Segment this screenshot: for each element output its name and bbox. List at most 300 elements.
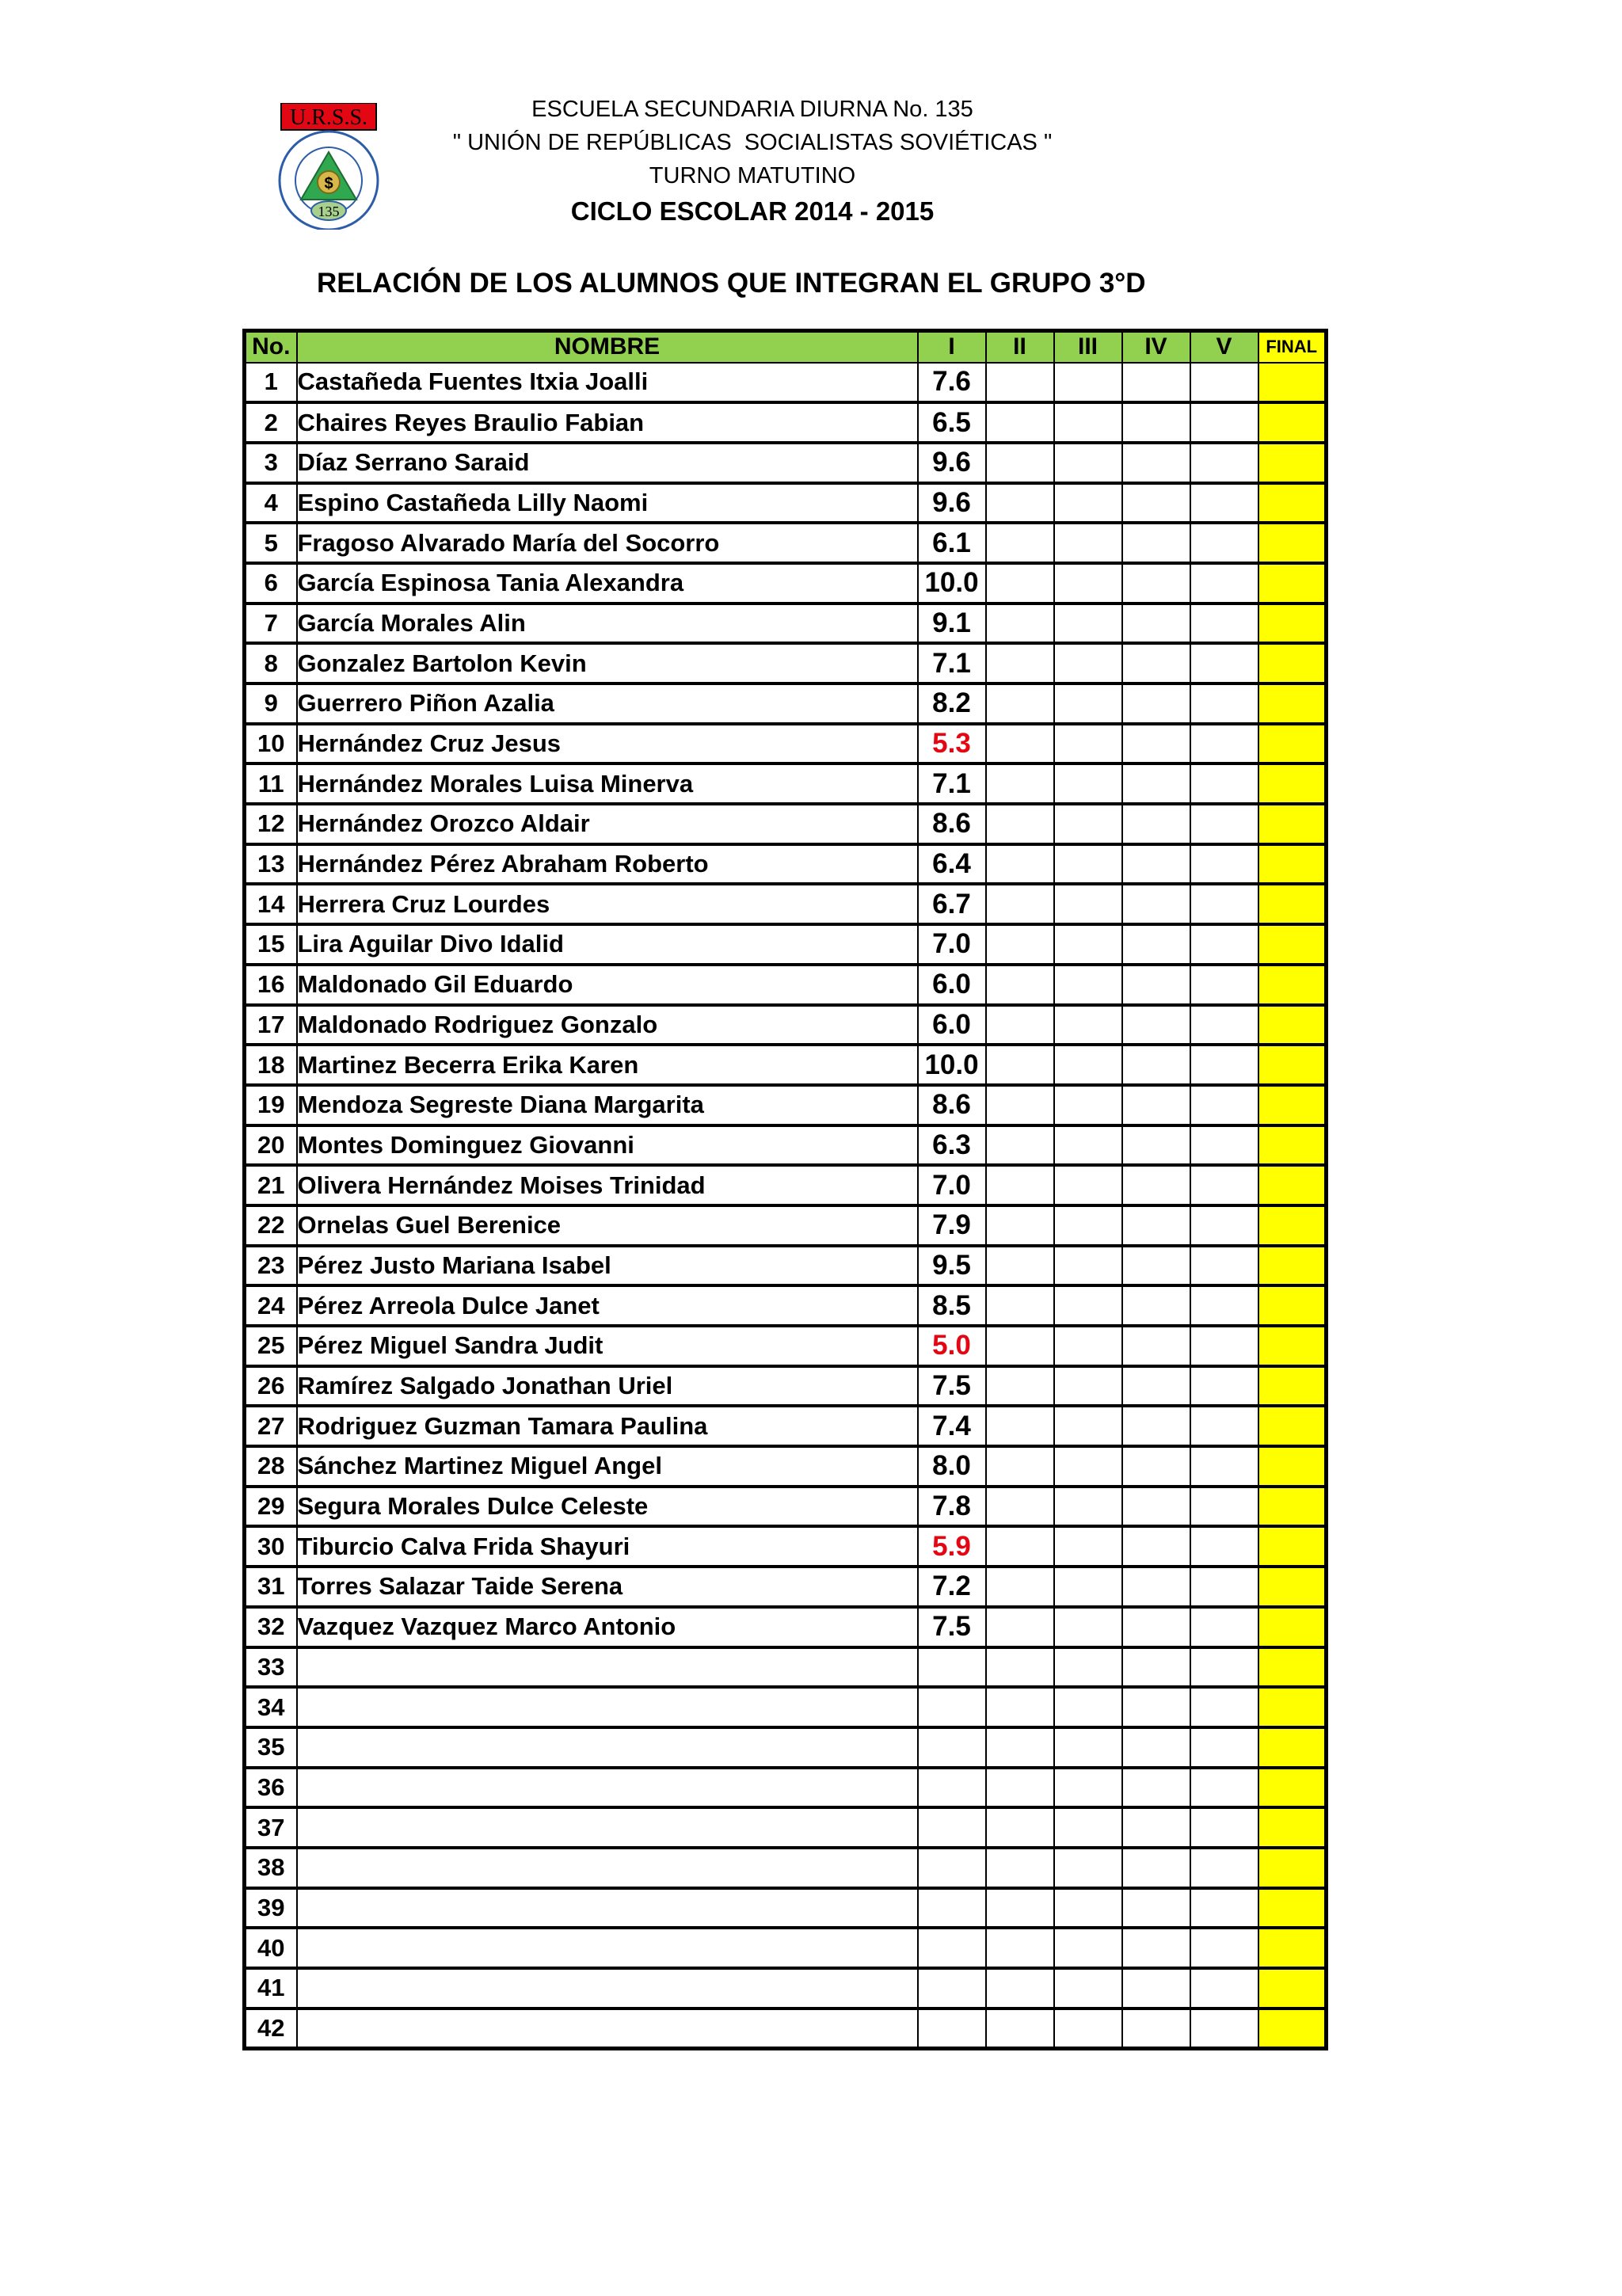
row-number: 26 [245,1366,297,1407]
grade-period-4 [1122,924,1190,965]
grade-period-4 [1122,443,1190,483]
grade-period-4 [1122,1768,1190,1808]
grade-final [1258,924,1327,965]
row-number: 4 [245,483,297,524]
grade-period-5 [1190,1928,1258,1968]
table-row [245,1807,1327,1848]
student-name: García Morales Alin [297,604,918,644]
grade-final [1258,1487,1327,1527]
logo-symbol: $ [324,175,333,192]
grade-period-3 [1054,563,1122,604]
school-year: CICLO ESCOLAR 2014 - 2015 [570,196,935,226]
row-number: 29 [245,1487,297,1527]
grade-period-3 [1054,804,1122,844]
grade-period-2 [986,1888,1054,1929]
table-row [245,763,1327,804]
grade-period-5 [1190,1005,1258,1045]
row-number: 23 [245,1246,297,1286]
grade-final [1258,483,1327,524]
grade-final [1258,563,1327,604]
row-number: 3 [245,443,297,483]
table-row [245,1487,1327,1527]
grade-period-5 [1190,1366,1258,1407]
grade-period-2 [986,1768,1054,1808]
grade-period-1: 9.1 [918,604,986,644]
table-row [245,965,1327,1005]
grade-period-4 [1122,1567,1190,1607]
grade-period-2 [986,763,1054,804]
grade-period-2 [986,643,1054,683]
grade-period-4 [1122,604,1190,644]
grade-final [1258,1326,1327,1366]
grade-period-5 [1190,884,1258,924]
grade-period-4 [1122,402,1190,443]
table-row [245,724,1327,764]
grade-period-5 [1190,523,1258,563]
grade-period-2 [986,1125,1054,1166]
grade-period-2 [986,1727,1054,1768]
grade-final [1258,1246,1327,1286]
grade-period-1 [918,1768,986,1808]
table-row [245,1205,1327,1246]
student-name: Herrera Cruz Lourdes [297,884,918,924]
table-row [245,1607,1327,1647]
grade-period-2 [986,523,1054,563]
header-period-5: V [1190,331,1258,363]
student-name [297,1807,918,1848]
grade-final [1258,1768,1327,1808]
grade-period-1: 7.4 [918,1406,986,1446]
grade-final [1258,1526,1327,1567]
row-number: 15 [245,924,297,965]
row-number: 1 [245,363,297,403]
table-row [245,1406,1327,1446]
table-row [245,1045,1327,1085]
grade-period-4 [1122,1487,1190,1527]
student-name: Tiburcio Calva Frida Shayuri [297,1526,918,1567]
student-name: Segura Morales Dulce Celeste [297,1487,918,1527]
row-number: 36 [245,1768,297,1808]
grade-period-1 [918,1727,986,1768]
grade-period-4 [1122,1125,1190,1166]
row-number: 38 [245,1848,297,1888]
grade-period-1 [918,1968,986,2009]
grade-period-3 [1054,363,1122,403]
grade-period-4 [1122,1807,1190,1848]
grade-final [1258,884,1327,924]
grade-final [1258,1125,1327,1166]
grade-period-1: 6.7 [918,884,986,924]
table-row [245,804,1327,844]
grade-period-3 [1054,523,1122,563]
grade-period-3 [1054,1526,1122,1567]
grade-period-1 [918,1848,986,1888]
grade-final [1258,402,1327,443]
grade-period-2 [986,1205,1054,1246]
table-row [245,483,1327,524]
header-period-4: IV [1122,331,1190,363]
grade-period-2 [986,1807,1054,1848]
grade-period-3 [1054,1366,1122,1407]
student-name [297,1727,918,1768]
grade-period-3 [1054,1165,1122,1205]
student-name: Espino Castañeda Lilly Naomi [297,483,918,524]
student-name [297,1647,918,1688]
row-number: 32 [245,1607,297,1647]
grade-period-4 [1122,1085,1190,1125]
row-number: 28 [245,1446,297,1487]
grade-period-1: 5.9 [918,1526,986,1567]
table-header-row [245,331,1327,363]
grade-period-5 [1190,1205,1258,1246]
grade-period-1 [918,1888,986,1929]
grade-period-3 [1054,683,1122,724]
grade-period-4 [1122,1727,1190,1768]
table-row [245,443,1327,483]
grade-period-5 [1190,763,1258,804]
grade-period-2 [986,363,1054,403]
table-row [245,1768,1327,1808]
grade-period-2 [986,1406,1054,1446]
grade-final [1258,844,1327,885]
grade-period-1: 6.5 [918,402,986,443]
grade-period-2 [986,2009,1054,2049]
grade-period-4 [1122,1285,1190,1326]
grade-period-2 [986,804,1054,844]
row-number: 10 [245,724,297,764]
student-name: Díaz Serrano Saraid [297,443,918,483]
header-period-3: III [1054,331,1122,363]
grade-period-2 [986,1687,1054,1727]
grade-period-5 [1190,683,1258,724]
row-number: 17 [245,1005,297,1045]
grade-final [1258,1807,1327,1848]
grade-final [1258,1848,1327,1888]
grade-period-5 [1190,1848,1258,1888]
grade-period-4 [1122,965,1190,1005]
grade-final [1258,1687,1327,1727]
table-row [245,402,1327,443]
table-row [245,1888,1327,1929]
grade-period-3 [1054,1326,1122,1366]
grade-period-3 [1054,844,1122,885]
grade-final [1258,683,1327,724]
grade-period-2 [986,563,1054,604]
grade-period-2 [986,1165,1054,1205]
grade-final [1258,1165,1327,1205]
row-number: 30 [245,1526,297,1567]
grade-period-3 [1054,1807,1122,1848]
grade-period-3 [1054,1285,1122,1326]
grade-period-1: 8.0 [918,1446,986,1487]
student-name: Pérez Justo Mariana Isabel [297,1246,918,1286]
grade-period-2 [986,1246,1054,1286]
table-row [245,884,1327,924]
student-name: García Espinosa Tania Alexandra [297,563,918,604]
table-row [245,604,1327,644]
grade-final [1258,443,1327,483]
table-row [245,1246,1327,1286]
row-number: 31 [245,1567,297,1607]
grade-period-2 [986,844,1054,885]
grade-final [1258,1567,1327,1607]
grade-period-1: 6.0 [918,965,986,1005]
grade-period-5 [1190,402,1258,443]
grade-period-1 [918,1687,986,1727]
row-number: 7 [245,604,297,644]
row-number: 19 [245,1085,297,1125]
row-number: 5 [245,523,297,563]
student-name: Montes Dominguez Giovanni [297,1125,918,1166]
grade-period-5 [1190,804,1258,844]
grade-period-2 [986,1526,1054,1567]
table-row [245,563,1327,604]
grade-period-5 [1190,1045,1258,1085]
student-name: Maldonado Rodriguez Gonzalo [297,1005,918,1045]
grade-period-5 [1190,1687,1258,1727]
grade-period-5 [1190,965,1258,1005]
table-row [245,924,1327,965]
grade-final [1258,763,1327,804]
grade-period-4 [1122,884,1190,924]
table-row [245,363,1327,403]
grade-period-3 [1054,1687,1122,1727]
header-period-1: I [918,331,986,363]
row-number: 14 [245,884,297,924]
school-shift: TURNO MATUTINO [649,163,856,188]
grade-period-4 [1122,1446,1190,1487]
table-row [245,1085,1327,1125]
grade-period-4 [1122,804,1190,844]
grade-period-4 [1122,1687,1190,1727]
grade-period-1: 6.1 [918,523,986,563]
grade-period-3 [1054,483,1122,524]
grade-period-1: 8.6 [918,1085,986,1125]
row-number: 40 [245,1928,297,1968]
table-row [245,844,1327,885]
grade-period-1: 7.9 [918,1205,986,1246]
grade-period-5 [1190,563,1258,604]
grade-period-5 [1190,1727,1258,1768]
grade-period-5 [1190,844,1258,885]
grade-period-4 [1122,1005,1190,1045]
grade-period-1: 7.0 [918,1165,986,1205]
table-row [245,1446,1327,1487]
row-number: 22 [245,1205,297,1246]
grade-period-3 [1054,763,1122,804]
student-name: Pérez Arreola Dulce Janet [297,1285,918,1326]
grade-period-1: 7.5 [918,1607,986,1647]
grade-period-3 [1054,1647,1122,1688]
grade-period-3 [1054,1045,1122,1085]
grade-period-4 [1122,1526,1190,1567]
grade-period-1 [918,1647,986,1688]
grade-period-5 [1190,483,1258,524]
grade-period-2 [986,443,1054,483]
grade-period-4 [1122,724,1190,764]
grade-period-5 [1190,1085,1258,1125]
grade-period-3 [1054,604,1122,644]
row-number: 35 [245,1727,297,1768]
row-number: 24 [245,1285,297,1326]
student-name [297,1888,918,1929]
grade-period-4 [1122,643,1190,683]
grade-period-5 [1190,1807,1258,1848]
grade-period-3 [1054,724,1122,764]
grade-period-5 [1190,1326,1258,1366]
row-number: 12 [245,804,297,844]
grade-period-2 [986,683,1054,724]
grade-period-5 [1190,1768,1258,1808]
grade-period-3 [1054,1888,1122,1929]
roster-title: RELACIÓN DE LOS ALUMNOS QUE INTEGRAN EL GRUPO 3°D [317,268,1146,299]
row-number: 13 [245,844,297,885]
grade-final [1258,1406,1327,1446]
student-name: Hernández Cruz Jesus [297,724,918,764]
grade-final [1258,1607,1327,1647]
student-name: Hernández Pérez Abraham Roberto [297,844,918,885]
student-name: Castañeda Fuentes Itxia Joalli [297,363,918,403]
grade-period-1: 9.6 [918,483,986,524]
grade-period-4 [1122,363,1190,403]
logo-number: 135 [318,204,340,219]
grade-period-5 [1190,1125,1258,1166]
grade-period-1 [918,1928,986,1968]
row-number: 41 [245,1968,297,2009]
student-name [297,1848,918,1888]
grade-period-5 [1190,1607,1258,1647]
grade-period-3 [1054,1406,1122,1446]
grade-period-2 [986,1567,1054,1607]
grade-period-2 [986,1647,1054,1688]
grade-period-1: 7.2 [918,1567,986,1607]
grade-period-3 [1054,1446,1122,1487]
table-row [245,1567,1327,1607]
grade-period-3 [1054,1085,1122,1125]
grade-period-3 [1054,965,1122,1005]
grade-period-3 [1054,924,1122,965]
grade-period-1: 7.0 [918,924,986,965]
grade-final [1258,2009,1327,2049]
header-final: FINAL [1258,331,1327,363]
grade-period-2 [986,1366,1054,1407]
grade-period-2 [986,1005,1054,1045]
grade-final [1258,1888,1327,1929]
row-number: 42 [245,2009,297,2049]
grade-period-3 [1054,1125,1122,1166]
grade-final [1258,965,1327,1005]
grade-period-2 [986,1285,1054,1326]
grade-final [1258,1366,1327,1407]
student-name: Ramírez Salgado Jonathan Uriel [297,1366,918,1407]
grade-period-3 [1054,1968,1122,2009]
grade-final [1258,804,1327,844]
grade-final [1258,363,1327,403]
grade-period-4 [1122,523,1190,563]
table-row [245,1647,1327,1688]
logo-banner-text: U.R.S.S. [289,105,368,130]
grade-period-1 [918,1807,986,1848]
table-row [245,683,1327,724]
row-number: 39 [245,1888,297,1929]
grade-period-4 [1122,1848,1190,1888]
student-name: Rodriguez Guzman Tamara Paulina [297,1406,918,1446]
student-name: Torres Salazar Taide Serena [297,1567,918,1607]
grade-period-4 [1122,1406,1190,1446]
grade-period-4 [1122,563,1190,604]
grade-period-1 [918,2009,986,2049]
grade-period-4 [1122,1165,1190,1205]
table-row [245,1165,1327,1205]
grade-period-1: 6.3 [918,1125,986,1166]
grade-period-2 [986,604,1054,644]
grade-period-2 [986,1928,1054,1968]
student-roster-table [242,329,1328,2050]
table-row [245,2009,1327,2049]
student-name: Gonzalez Bartolon Kevin [297,643,918,683]
grade-period-3 [1054,1487,1122,1527]
grade-period-4 [1122,483,1190,524]
grade-period-4 [1122,1366,1190,1407]
header-name: NOMBRE [297,331,918,363]
grade-period-2 [986,924,1054,965]
grade-period-1: 7.5 [918,1366,986,1407]
grade-final [1258,604,1327,644]
student-name [297,2009,918,2049]
grade-period-5 [1190,643,1258,683]
grade-period-5 [1190,443,1258,483]
grade-period-4 [1122,1246,1190,1286]
grade-final [1258,643,1327,683]
grade-period-3 [1054,1727,1122,1768]
table-row [245,1727,1327,1768]
grade-period-5 [1190,2009,1258,2049]
grade-final [1258,1045,1327,1085]
table-row [245,1366,1327,1407]
header-no: No. [245,331,297,363]
grade-period-4 [1122,1888,1190,1929]
student-name: Vazquez Vazquez Marco Antonio [297,1607,918,1647]
student-name: Pérez Miguel Sandra Judit [297,1326,918,1366]
table-row [245,1125,1327,1166]
grade-period-3 [1054,1567,1122,1607]
row-number: 6 [245,563,297,604]
row-number: 2 [245,402,297,443]
grade-period-3 [1054,443,1122,483]
grade-period-2 [986,1848,1054,1888]
grade-period-2 [986,1446,1054,1487]
grade-period-4 [1122,683,1190,724]
row-number: 27 [245,1406,297,1446]
grade-period-1: 10.0 [918,563,986,604]
grade-period-1: 8.2 [918,683,986,724]
grade-period-4 [1122,1647,1190,1688]
table-row [245,1326,1327,1366]
student-name: Hernández Morales Luisa Minerva [297,763,918,804]
grade-final [1258,1727,1327,1768]
row-number: 20 [245,1125,297,1166]
grade-period-2 [986,402,1054,443]
student-name: Olivera Hernández Moises Trinidad [297,1165,918,1205]
grade-period-4 [1122,763,1190,804]
student-name: Fragoso Alvarado María del Socorro [297,523,918,563]
grade-period-1: 9.5 [918,1246,986,1286]
table-row [245,1285,1327,1326]
row-number: 21 [245,1165,297,1205]
grade-final [1258,1968,1327,2009]
table-row [245,523,1327,563]
grade-period-5 [1190,1968,1258,2009]
